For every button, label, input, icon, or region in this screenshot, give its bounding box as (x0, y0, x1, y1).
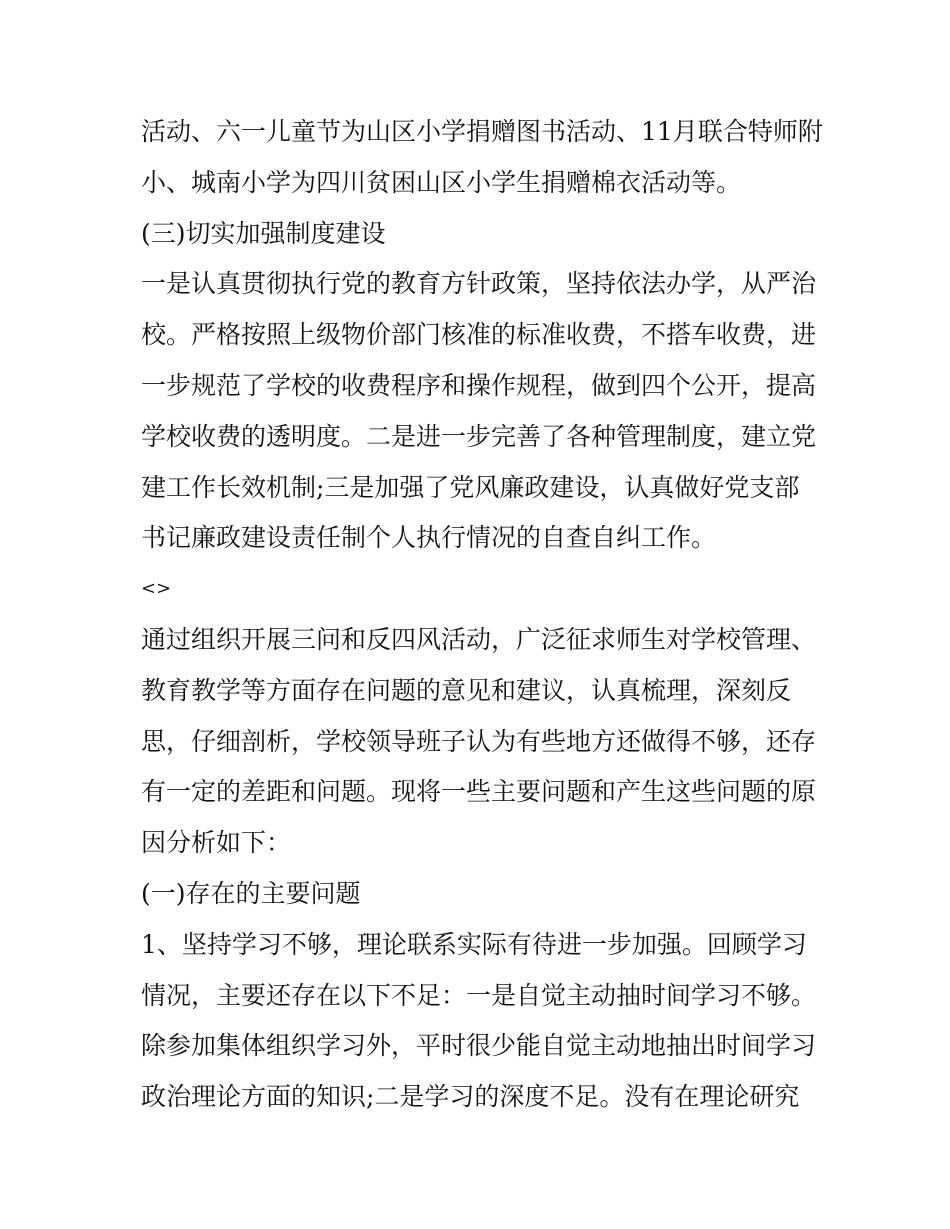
text-line: 小、城南小学为四川贫困山区小学生捐赠棉衣活动等。 (141, 167, 742, 197)
text-line: 活动、六一儿童节为山区小学捐赠图书活动、11月联合特师附 (141, 117, 823, 146)
text-line: 学校收费的透明度。二是进一步完善了各种管理制度，建立党 (141, 421, 817, 451)
text-line: 教育教学等方面存在问题的意见和建议，认真梳理，深刻反 (141, 675, 792, 705)
text-line: 情况，主要还存在以下不足：一是自觉主动抽时间学习不够。 (141, 980, 817, 1010)
text-line: 一是认真贯彻执行党的教育方针政策，坚持依法办学，从严治 (141, 269, 817, 299)
text-line: 校。严格按照上级物价部门核准的标准收费，不搭车收费，进 (141, 320, 817, 350)
section-heading: (一)存在的主要问题 (141, 878, 361, 908)
text-line: 建工作长效机制;三是加强了党风廉政建设，认真做好党支部 (141, 472, 800, 502)
body-text (141, 107, 821, 1123)
text-line: 思，仔细剖析，学校领导班子认为有些地方还做得不够，还存 (141, 726, 817, 756)
text-line: 政治理论方面的知识;二是学习的深度不足。没有在理论研究 (141, 1082, 800, 1112)
text-line: 除参加集体组织学习外，平时很少能自觉主动地抽出时间学习 (141, 1031, 817, 1061)
text-line: 通过组织开展三问和反四风活动，广泛征求师生对学校管理、 (141, 624, 817, 654)
text-line: 1、坚持学习不够，理论联系实际有待进一步加强。回顾学习 (141, 929, 807, 959)
text-line: 因分析如下： (141, 828, 292, 858)
text-line: 一步规范了学校的收费程序和操作规程，做到四个公开，提高 (141, 370, 817, 400)
text-line: 书记廉政建设责任制个人执行情况的自查自纠工作。 (141, 523, 717, 553)
text-line: 有一定的差距和问题。现将一些主要问题和产生这些问题的原 (141, 777, 817, 807)
placeholder-marker: <> (141, 578, 172, 600)
section-heading: (三)切实加强制度建设 (141, 218, 386, 248)
